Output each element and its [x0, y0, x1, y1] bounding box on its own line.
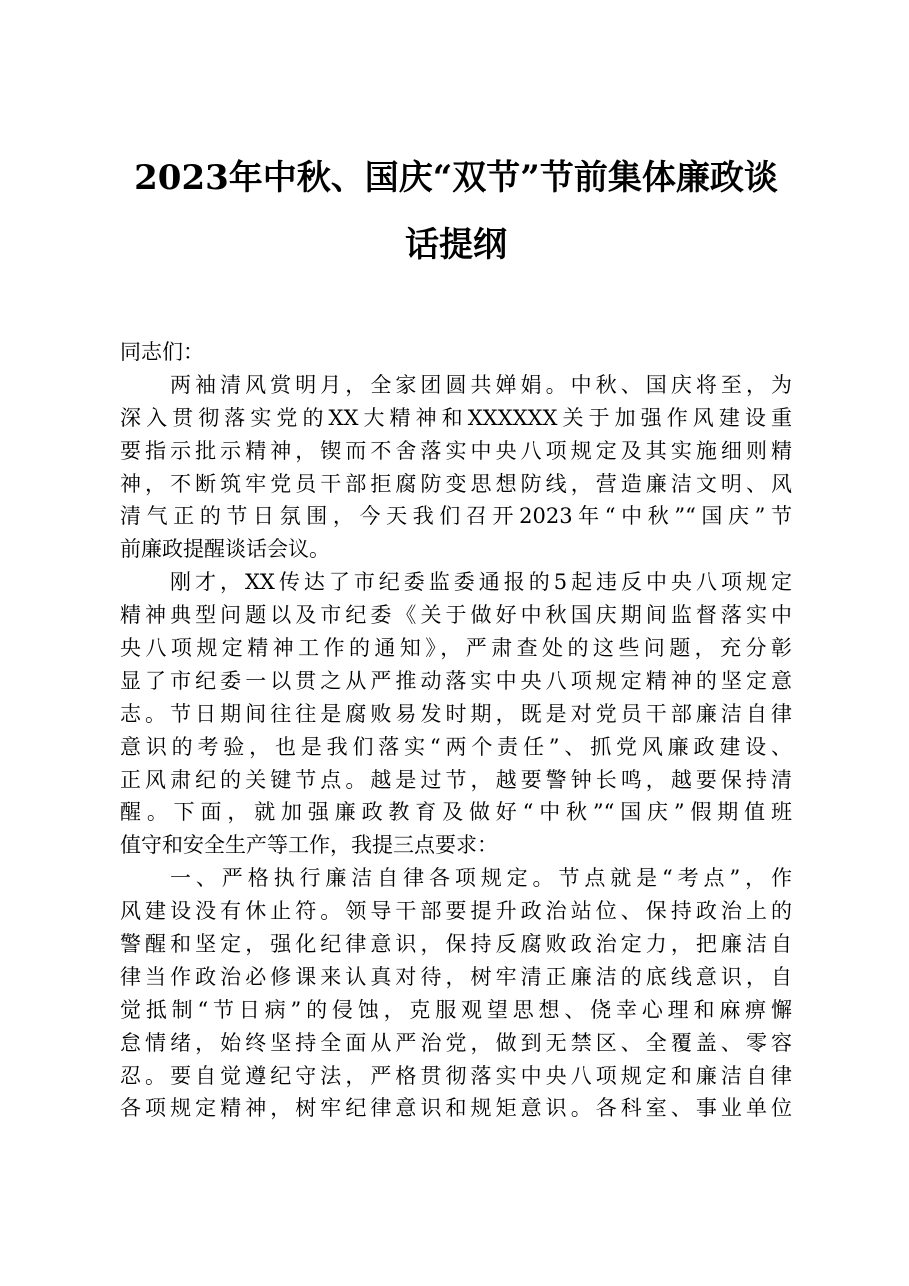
- text-line: 显了市纪委一以贯之从严推动落实中央八项规定精神的坚定意: [120, 668, 792, 693]
- text-line: 值守和安全生产等工作，我提三点要求：: [120, 833, 498, 858]
- text-line: 觉抵制“节日病”的侵蚀，克服观望思想、侥幸心理和麻痹懈: [120, 997, 792, 1022]
- text-line: 要指示批示精神，锲而不舍落实中央八项规定及其实施细则精: [120, 438, 792, 463]
- text-line: 精神典型问题以及市纪委《关于做好中秋国庆期间监督落实中: [120, 603, 792, 628]
- salutation: 同志们：: [120, 340, 204, 364]
- text-line: 两袖清风赏明月，全家团圆共婵娟。中秋、国庆将至，为: [170, 372, 792, 397]
- text-line: 律当作政治必修课来认真对待，树牢清正廉洁的底线意识，自: [120, 964, 792, 989]
- text-line: 央八项规定精神工作的通知》，严肃查处的这些问题，充分彰: [120, 636, 792, 661]
- text-line: 神，不断筑牢党员干部拒腐防变思想防线，营造廉洁文明、风: [120, 471, 792, 496]
- document-body: [120, 336, 792, 1125]
- text-line: 志。节日期间往往是腐败易发时期，既是对党员干部廉洁自律: [120, 701, 792, 726]
- document-title-line-1: 2023年中秋、国庆“双节”节前集体廉政谈: [134, 158, 778, 198]
- text-line: 刚才，XX传达了市纪委监委通报的5起违反中央八项规定: [170, 570, 792, 595]
- text-line: 清气正的节日氛围，今天我们召开2023年“中秋”“国庆”节: [120, 504, 792, 529]
- document-title-line-2: 话提纲: [405, 225, 507, 265]
- text-line: 怠情绪，始终坚持全面从严治党，做到无禁区、全覆盖、零容: [120, 1030, 792, 1055]
- text-line: 前廉政提醒谈话会议。: [120, 537, 330, 562]
- text-line: 意识的考验，也是我们落实“两个责任”、抓党风廉政建设、: [120, 734, 792, 759]
- text-line: 风建设没有休止符。领导干部要提升政治站位、保持政治上的: [120, 899, 792, 924]
- text-line: 深入贯彻落实党的XX大精神和XXXXXX关于加强作风建设重: [120, 405, 792, 430]
- text-line: 忍。要自觉遵纪守法，严格贯彻落实中央八项规定和廉洁自律: [120, 1063, 792, 1088]
- text-line: 一、严格执行廉洁自律各项规定。节点就是“考点”，作: [170, 866, 792, 891]
- text-line: 醒。下面，就加强廉政教育及做好“中秋”“国庆”假期值班: [120, 800, 792, 825]
- text-line: 正风肃纪的关键节点。越是过节，越要警钟长鸣，越要保持清: [120, 767, 792, 792]
- text-line: 警醒和坚定，强化纪律意识，保持反腐败政治定力，把廉洁自: [120, 932, 792, 957]
- text-line: 各项规定精神，树牢纪律意识和规矩意识。各科室、事业单位: [120, 1096, 792, 1121]
